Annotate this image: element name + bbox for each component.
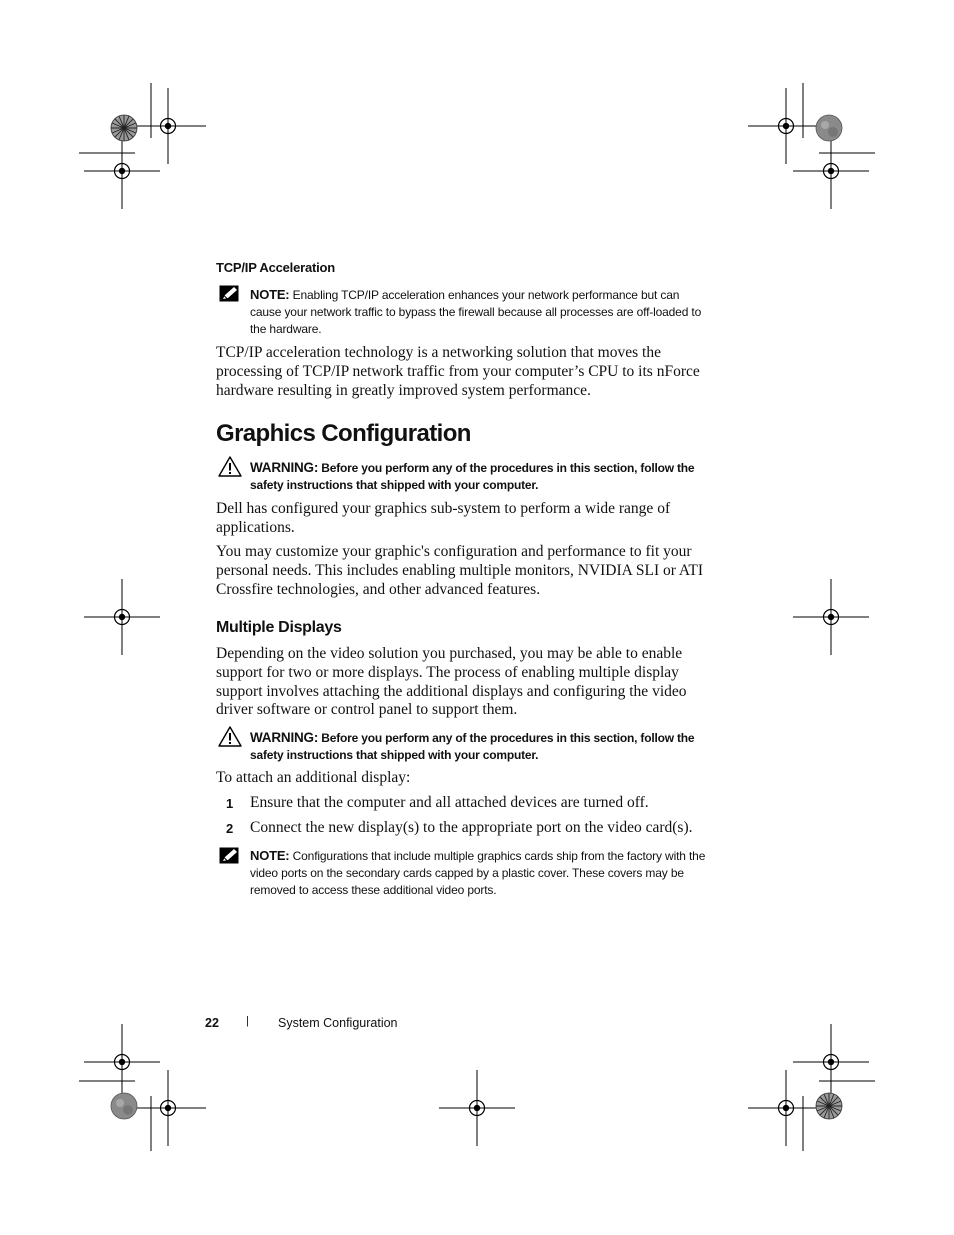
step-number: 2 [226,821,234,836]
registration-mark-icon [84,1024,160,1100]
note-text: Enabling TCP/IP acceleration enhances your network performance but can cause your network traffic to bypass the firewall because all processes are off-loaded to the hardware. [250,288,702,337]
footer-chapter: System Configuration [278,1016,398,1030]
registration-mark-icon [439,1070,515,1146]
registration-mark-icon [748,88,824,164]
color-target-icon [111,1093,137,1119]
graphics-warning [250,459,712,494]
note-pencil-icon [219,285,241,308]
warning-label: WARNING: [250,460,319,475]
color-target-icon [816,115,842,141]
step-text: Connect the new display(s) to the appropriate port on the video card(s). [250,819,693,836]
attach-intro: To attach an additional display: [216,769,411,786]
color-target-icon [816,1093,842,1119]
note-label: NOTE: [250,287,290,302]
registration-mark-icon [748,1070,824,1146]
footer-separator: | [246,1015,249,1027]
warning-text: Before you perform any of the procedures in this section, follow the safety instructions that shipped with your computer. [250,731,695,763]
graphics-paragraph-1: Dell has configured your graphics sub-system to perform a wide range of applications. [216,500,671,536]
registration-mark-icon [84,133,160,209]
page-number: 22 [205,1016,219,1030]
graphics-paragraph-2: You may customize your graphic's configuration and performance to fit your personal needs. This includes enabling multiple monitors, NVIDIA SLI or ATI Crossfire technologies, and other advanced features. [216,543,704,598]
tcpip-paragraph: TCP/IP acceleration technology is a networking solution that moves the processing of TCP/IP network traffic from your computer’s CPU to its nForce hardware resulting in greatly improved system performance. [216,344,700,399]
registration-mark-icon [793,579,869,655]
registration-mark-icon [793,133,869,209]
step-text: Ensure that the computer and all attached devices are turned off. [250,794,649,811]
page-title: Graphics Configuration [216,420,471,447]
displays-warning [250,729,712,764]
warning-text: Before you perform any of the procedures in this section, follow the safety instructions that shipped with your computer. [250,461,695,493]
warning-label: WARNING: [250,730,319,745]
warning-triangle-icon [218,456,242,482]
registration-mark-icon [130,88,206,164]
tcpip-heading: TCP/IP Acceleration [216,260,336,275]
displays-note [250,847,712,900]
registration-mark-icon [130,1070,206,1146]
displays-heading: Multiple Displays [216,619,342,636]
note-text: Configurations that include multiple graphics cards ship from the factory with the video ports on the secondary cards capped by a plastic cover. These covers may be removed to access these additional video ports. [250,849,706,898]
displays-paragraph: Depending on the video solution you purchased, you may be able to enable support for two or more displays. The process of enabling multiple display support involves attaching the additional displays and configuring the video driver software or control panel to support them. [216,645,687,719]
step-number: 1 [226,796,234,811]
tcpip-note [250,286,712,339]
color-target-icon [111,115,137,141]
note-pencil-icon [219,847,241,870]
registration-mark-icon [793,1024,869,1100]
registration-mark-icon [84,579,160,655]
warning-triangle-icon [218,726,242,752]
note-label: NOTE: [250,848,290,863]
